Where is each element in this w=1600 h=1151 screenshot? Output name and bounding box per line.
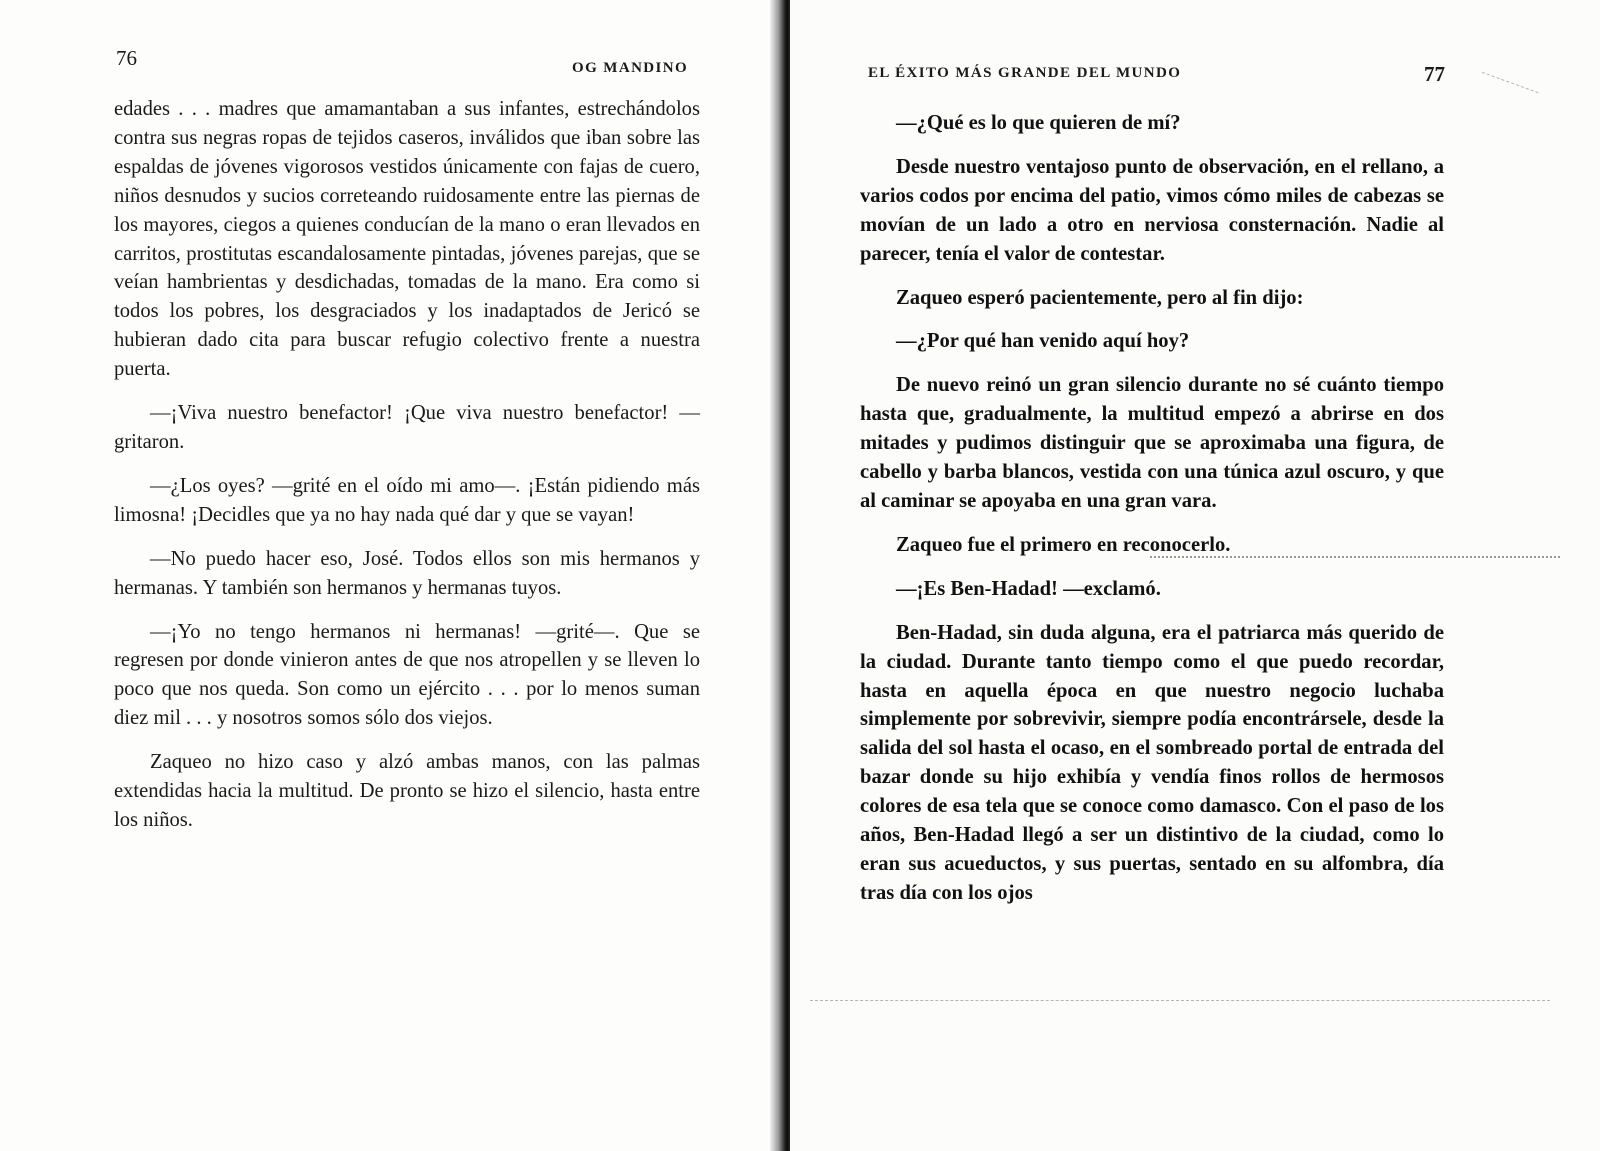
left-text-block (114, 95, 700, 835)
right-page (790, 0, 1600, 1151)
scan-noise-line-bottom (810, 1000, 1550, 1002)
right-paragraph-4: —¿Por qué han venido aquí hoy? (896, 330, 1190, 353)
scan-noise-mark (1481, 72, 1538, 94)
left-paragraph-6: Zaqueo no hizo caso y alzó ambas manos, con las palmas extendidas hacia la multitud. De pronto se hizo el silencio, hasta entre los niños. (114, 751, 700, 831)
left-paragraph-2: —¡Viva nuestro benefactor! ¡Que viva nuestro benefactor! —gritaron. (114, 402, 700, 453)
left-paragraph-5: —¡Yo no tengo hermanos ni hermanas! —grité—. Que se regresen por donde vinieron antes de que nos atropellen y se lleven lo poco que nos queda. Son como un ejército . . . por lo menos suman diez mil . . . y nosotros somos sólo dos viejos. (114, 620, 700, 730)
left-running-head: OG MANDINO (572, 60, 689, 76)
right-paragraph-7: —¡Es Ben-Hadad! —exclamó. (896, 577, 1161, 600)
right-running-head: EL ÉXITO MÁS GRANDE DEL MUNDO (868, 65, 1182, 81)
left-page (0, 0, 780, 1151)
scan-noise-line (1150, 556, 1560, 559)
right-paragraph-5: De nuevo reinó un gran silencio durante no sé cuánto tiempo hasta que, gradualmente, la multitud empezó a abrirse en dos mitades y pudimos distinguir que se aproximaba una figura, de cabello y barba blancos, vestida con una túnica azul oscuro, y que al caminar se apoyaba en una gran vara. (860, 374, 1444, 512)
left-paragraph-1: edades . . . madres que amamantaban a sus infantes, estrechándolos contra sus negras ropas de tejidos caseros, inválidos que iban sobre las espaldas de jóvenes vigorosos vestidos únicamente con fajas de cuero, niños desnudos y sucios correteando ruidosamente entre las piernas de los mayores, ciegos a quienes conducían de la mano o eran llevados en carritos, prostitutas escandalosamente pintadas, jóvenes parejas, que se veían hambrientas y desdichadas, tomadas de la mano. Era como si todos los pobres, los desgraciados y los inadaptados de Jericó se hubieran dado cita para buscar refugio colectivo frente a nuestra puerta. (114, 98, 700, 381)
right-paragraph-2: Desde nuestro ventajoso punto de observación, en el rellano, a varios codos por encima del patio, vimos cómo miles de cabezas se movían de un lado a otro en nerviosa consternación. Nadie al parecer, tenía el valor de contestar. (860, 155, 1444, 265)
right-paragraph-3: Zaqueo esperó pacientemente, pero al fin dijo: (896, 286, 1304, 309)
right-paragraph-8: Ben-Hadad, sin duda alguna, era el patriarca más querido de la ciudad. Durante tanto tiempo como el que puedo recordar, hasta en aquella época en que nuestro negocio luchaba simplemente por sobrevivir, siempre podía encontrársele, desde la salida del sol hasta el ocaso, en el sombreado portal de entrada del bazar donde su hijo exhibía y vendía finos rollos de hermosos colores de esa tela que se conoce como damasco. Con el paso de los años, Ben-Hadad llegó a ser un distintivo de la ciudad, como lo eran sus acueductos, y sus puertas, sentado en su alfombra, día tras día con los ojos (860, 621, 1444, 904)
left-page-number: 76 (116, 46, 137, 70)
right-text-block (860, 109, 1444, 908)
right-paragraph-1: —¿Qué es lo que quieren de mí? (896, 112, 1181, 134)
right-page-number: 77 (1424, 62, 1445, 86)
left-paragraph-3: —¿Los oyes? —grité en el oído mi amo—. ¡Están pidiendo más limosna! ¡Decidles que ya no hay nada qué dar y que se vayan! (114, 474, 700, 526)
right-paragraph-6: Zaqueo fue el primero en reconocerlo. (896, 533, 1231, 556)
left-paragraph-4: —No puedo hacer eso, José. Todos ellos son mis hermanos y hermanas. Y también son hermanos y hermanas tuyos. (114, 547, 700, 599)
